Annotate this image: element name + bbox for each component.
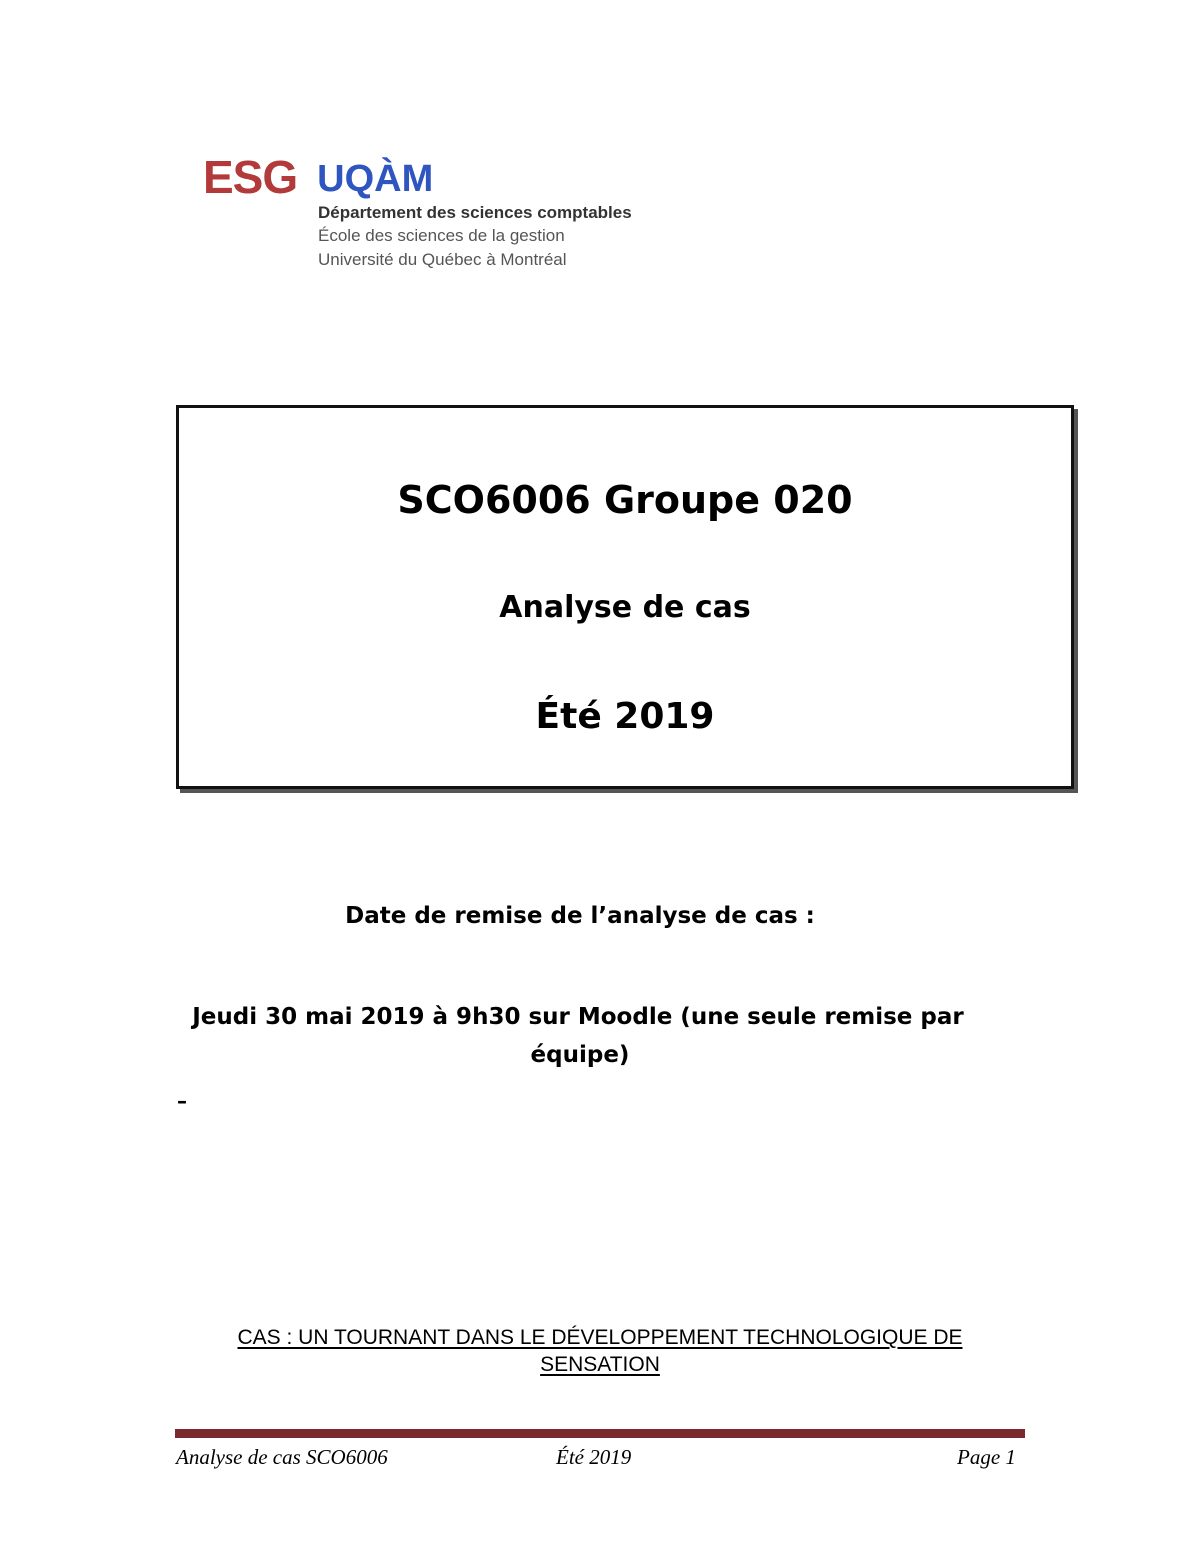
case-title-line1: CAS : UN TOURNANT DANS LE DÉVELOPPEMENT TECHNOLOGIQUE DE <box>237 1326 963 1349</box>
due-date-value-line2: équipe) <box>530 1042 630 1068</box>
logo-block <box>203 150 663 280</box>
dash-mark: – <box>177 1089 187 1113</box>
logo-mark <box>203 151 434 203</box>
document-kind: Analyse de cas <box>499 590 751 625</box>
logo-esg: ESG <box>203 151 298 203</box>
due-date-label: Date de remise de l’analyse de cas : <box>345 903 815 929</box>
university-name: Université du Québec à Montréal <box>318 250 567 269</box>
due-date-value-line1: Jeudi 30 mai 2019 à 9h30 sur Moodle (une seule remise par <box>192 1004 964 1030</box>
department-name: Département des sciences comptables <box>318 203 632 222</box>
course-title: SCO6006 Groupe 020 <box>397 478 853 522</box>
logo-text <box>318 202 678 272</box>
footer-center: Été 2019 <box>556 1445 632 1469</box>
footer-page-number: Page 1 <box>957 1445 1016 1469</box>
case-title-line2: SENSATION <box>540 1353 660 1376</box>
logo-uqam: UQÀM <box>317 158 434 200</box>
term-title: Été 2019 <box>535 696 715 737</box>
footer-rule <box>175 1429 1025 1438</box>
footer-left: Analyse de cas SCO6006 <box>176 1445 388 1469</box>
school-name: École des sciences de la gestion <box>318 226 565 245</box>
title-box <box>176 405 1074 789</box>
